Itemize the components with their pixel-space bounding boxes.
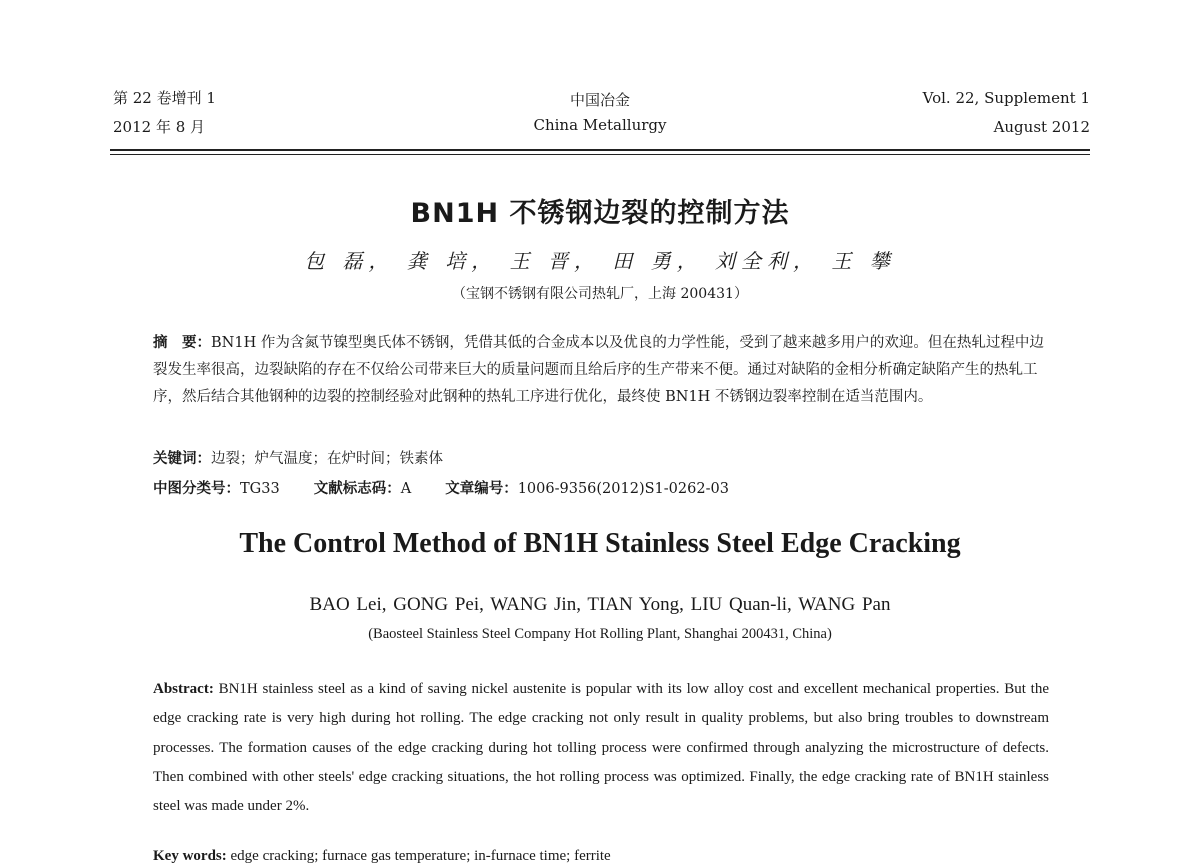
abstract-zh-text: BN1H 作为含氮节镍型奥氏体不锈钢，凭借其低的合金成本以及优良的力学性能，受到了越来越多用户的欢迎。但在热轧过程中边裂发生率很高，边裂缺陷的存在不仅给公司带来巨大的质量问题而且给后序的生产带来不便。通过对缺陷的金相分析确定缺陷产生的热轧工序，然后结合其他钢种的边裂的控制经验对此钢种的热轧工序进行优化，最终使 BN1H 不锈钢边裂率控制在适当范围内。 xyxy=(153,335,1044,405)
abstract-zh xyxy=(153,330,1048,411)
header-rule-thin xyxy=(110,154,1090,155)
keywords-en-label: Key words: xyxy=(153,848,227,864)
keywords-en xyxy=(153,848,611,865)
paper-title-zh: BN1H 不锈钢边裂的控制方法 xyxy=(410,198,790,229)
authors-zh: 包 磊， 龚 培， 王 晋， 田 勇， 刘全利， 王 攀 xyxy=(304,249,896,273)
abstract-en-label: Abstract: xyxy=(153,681,214,697)
clc-value: TG33 xyxy=(240,481,280,497)
abstract-en xyxy=(153,675,1049,821)
abstract-zh-label: 摘 要： xyxy=(153,335,211,351)
journal-date-en: August 2012 xyxy=(993,118,1090,136)
authors-en: BAO Lei, GONG Pei, WANG Jin, TIAN Yong, LIU Quan-li, WANG Pan xyxy=(309,594,891,615)
clc-label: 中图分类号： xyxy=(153,481,240,497)
affiliation-en: (Baosteel Stainless Steel Company Hot Rolling Plant, Shanghai 200431, China) xyxy=(368,626,832,642)
doc-code-value: A xyxy=(400,481,412,497)
keywords-en-text: edge cracking; furnace gas temperature; in-furnace time; ferrite xyxy=(226,848,611,864)
keywords-zh xyxy=(153,449,443,469)
abstract-en-text: BN1H stainless steel as a kind of saving nickel austenite is popular with its low alloy cost and excellent mechanical properties. But the edge cracking rate is very high during hot rolling. The edge cracking not only result in quality problems, but also bring troubles to downstream processes. The formation causes of the edge cracking during hot tolling process were confirmed through analyzing the microstructure of defects. Then combined with other steels' edge cracking situations, the hot rolling process was optimized. Finally, the edge cracking rate of BN1H stainless steel was made under 2%. xyxy=(153,681,1049,815)
journal-name-zh: 中国冶金 xyxy=(569,91,630,109)
keywords-zh-label: 关键词： xyxy=(153,451,211,467)
journal-date-zh: 2012 年 8 月 xyxy=(113,118,206,136)
affiliation-zh: （宝钢不锈钢有限公司热轧厂，上海 200431） xyxy=(452,286,748,302)
journal-volume-en: Vol. 22, Supplement 1 xyxy=(922,89,1090,107)
article-no-value: 1006-9356(2012)S1-0262-03 xyxy=(517,481,729,497)
article-no-label: 文章编号： xyxy=(445,481,518,497)
classification-line xyxy=(153,479,729,499)
header-rule-thick xyxy=(110,149,1090,151)
doc-code-label: 文献标志码： xyxy=(313,481,401,497)
keywords-zh-text: 边裂；炉气温度；在炉时间；铁素体 xyxy=(211,451,443,467)
journal-name-en: China Metallurgy xyxy=(533,116,667,134)
journal-issue: 第 22 卷增刊 1 xyxy=(113,89,216,107)
paper-title-en: The Control Method of BN1H Stainless Steel Edge Cracking xyxy=(239,528,961,559)
